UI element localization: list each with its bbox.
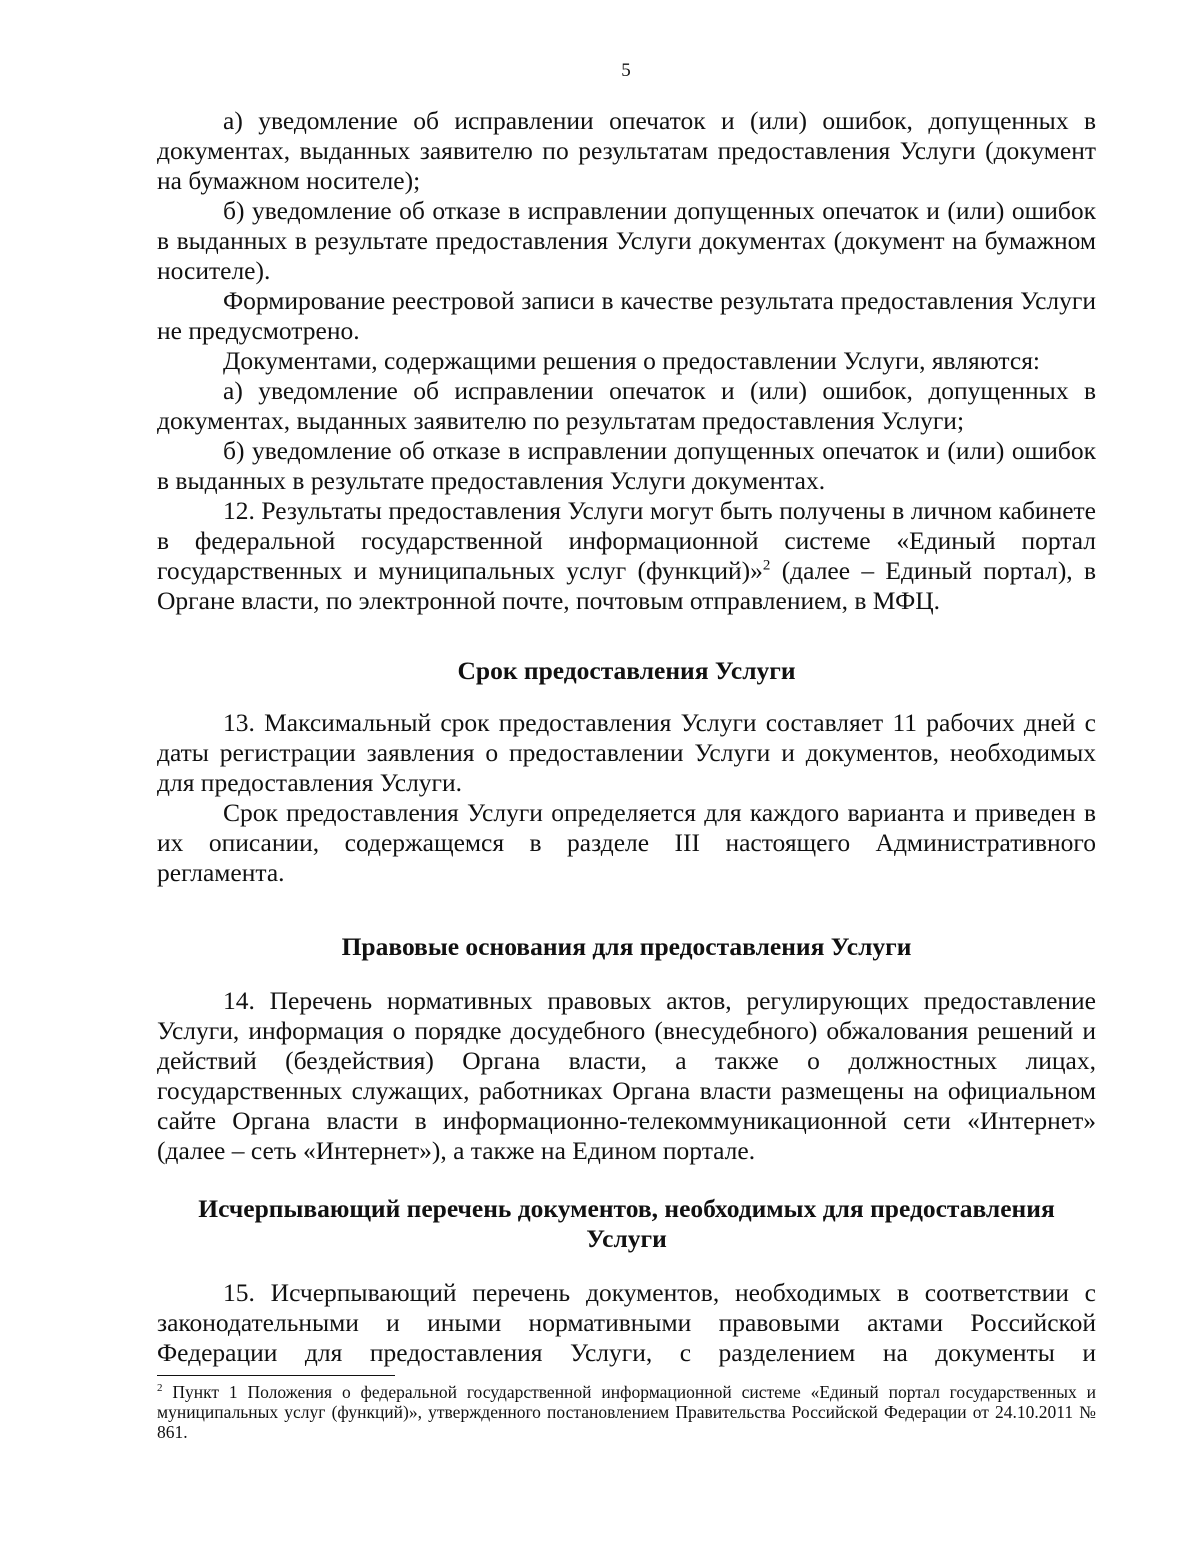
paragraph-decision-a: а) уведомление об исправлении опечаток и (или) ошибок, допущенных в документах, выданных заявителю по результатам предоставления Услуги; (157, 376, 1096, 435)
paragraph-registry-record: Формирование реестровой записи в качестве результата предоставления Услуги не предусмотрено. (157, 286, 1096, 345)
paragraph-13: 13. Максимальный срок предоставления Услуги составляет 11 рабочих дней с даты регистрации заявления о предоставлении Услуги и документов, необходимых для предоставления Услуги. (157, 708, 1096, 797)
document-body (157, 106, 1096, 1368)
section-heading-docs-line1: Исчерпывающий перечень документов, необходимых для предоставления (198, 1194, 1055, 1223)
paragraph-result-b: б) уведомление об отказе в исправлении допущенных опечаток и (или) ошибок в выданных в результате предоставления Услуги документах (документ на бумажном носителе). (157, 196, 1096, 285)
paragraph-result-a: а) уведомление об исправлении опечаток и (или) ошибок, допущенных в документах, выданных заявителю по результатам предоставления Услуги (документ на бумажном носителе); (157, 106, 1096, 195)
page-number: 5 (621, 60, 631, 81)
paragraph-12-text: 12. Результаты предоставления Услуги могут быть получены в личном кабинете в федеральной государственной информационной системе «Единый портал государственных и муниципальных услуг (функций)» (157, 496, 1096, 585)
footnote-text: Пункт 1 Положения о федеральной государственной информационной системе «Единый портал государственных и муниципальных услуг (функций)», утвержденного постановлением Правительства Российской Федерации от 24.10.2011 № 861. (157, 1382, 1096, 1442)
section-heading-legal: Правовые основания для предоставления Услуги (341, 932, 912, 961)
footnote-reference: 2 (762, 557, 771, 574)
paragraph-14: 14. Перечень нормативных правовых актов, регулирующих предоставление Услуги, информация о порядке досудебного (внесудебного) обжалования решений и действий (бездействия) Органа власти, а также о должностных лицах, государственных служащих, работниках Органа власти размещены на официальном сайте Органа власти в информационно-телекоммуникационной сети «Интернет» (далее – сеть «Интернет»), а также на Едином портале. (157, 986, 1096, 1165)
section-heading-docs-line2: Услуги (586, 1224, 667, 1253)
section-heading-docs (157, 1194, 1096, 1254)
paragraph-12-text-end: (далее – Единый портал), в Органе власти, по электронной почте, почтовым отправлением, в МФЦ. (157, 556, 1097, 615)
paragraph-decision-docs: Документами, содержащими решения о предоставлении Услуги, являются: (223, 346, 1041, 375)
paragraph-15: 15. Исчерпывающий перечень документов, необходимых в соответствии с законодательными и иными нормативными правовыми актами Российской Федерации для предоставления Услуги, с разделением на документы и (157, 1278, 1096, 1367)
footnote-number: 2 (157, 1382, 163, 1395)
paragraph-term-variants: Срок предоставления Услуги определяется для каждого варианта и приведен в их описании, содержащемся в разделе III настоящего Административного регламента. (157, 798, 1096, 887)
footnote (157, 1382, 1096, 1442)
paragraph-decision-b: б) уведомление об отказе в исправлении допущенных опечаток и (или) ошибок в выданных в результате предоставления Услуги документах. (157, 436, 1096, 495)
section-heading-term: Срок предоставления Услуги (457, 656, 796, 685)
paragraph-12 (157, 496, 1096, 616)
footnote-divider (157, 1375, 395, 1376)
